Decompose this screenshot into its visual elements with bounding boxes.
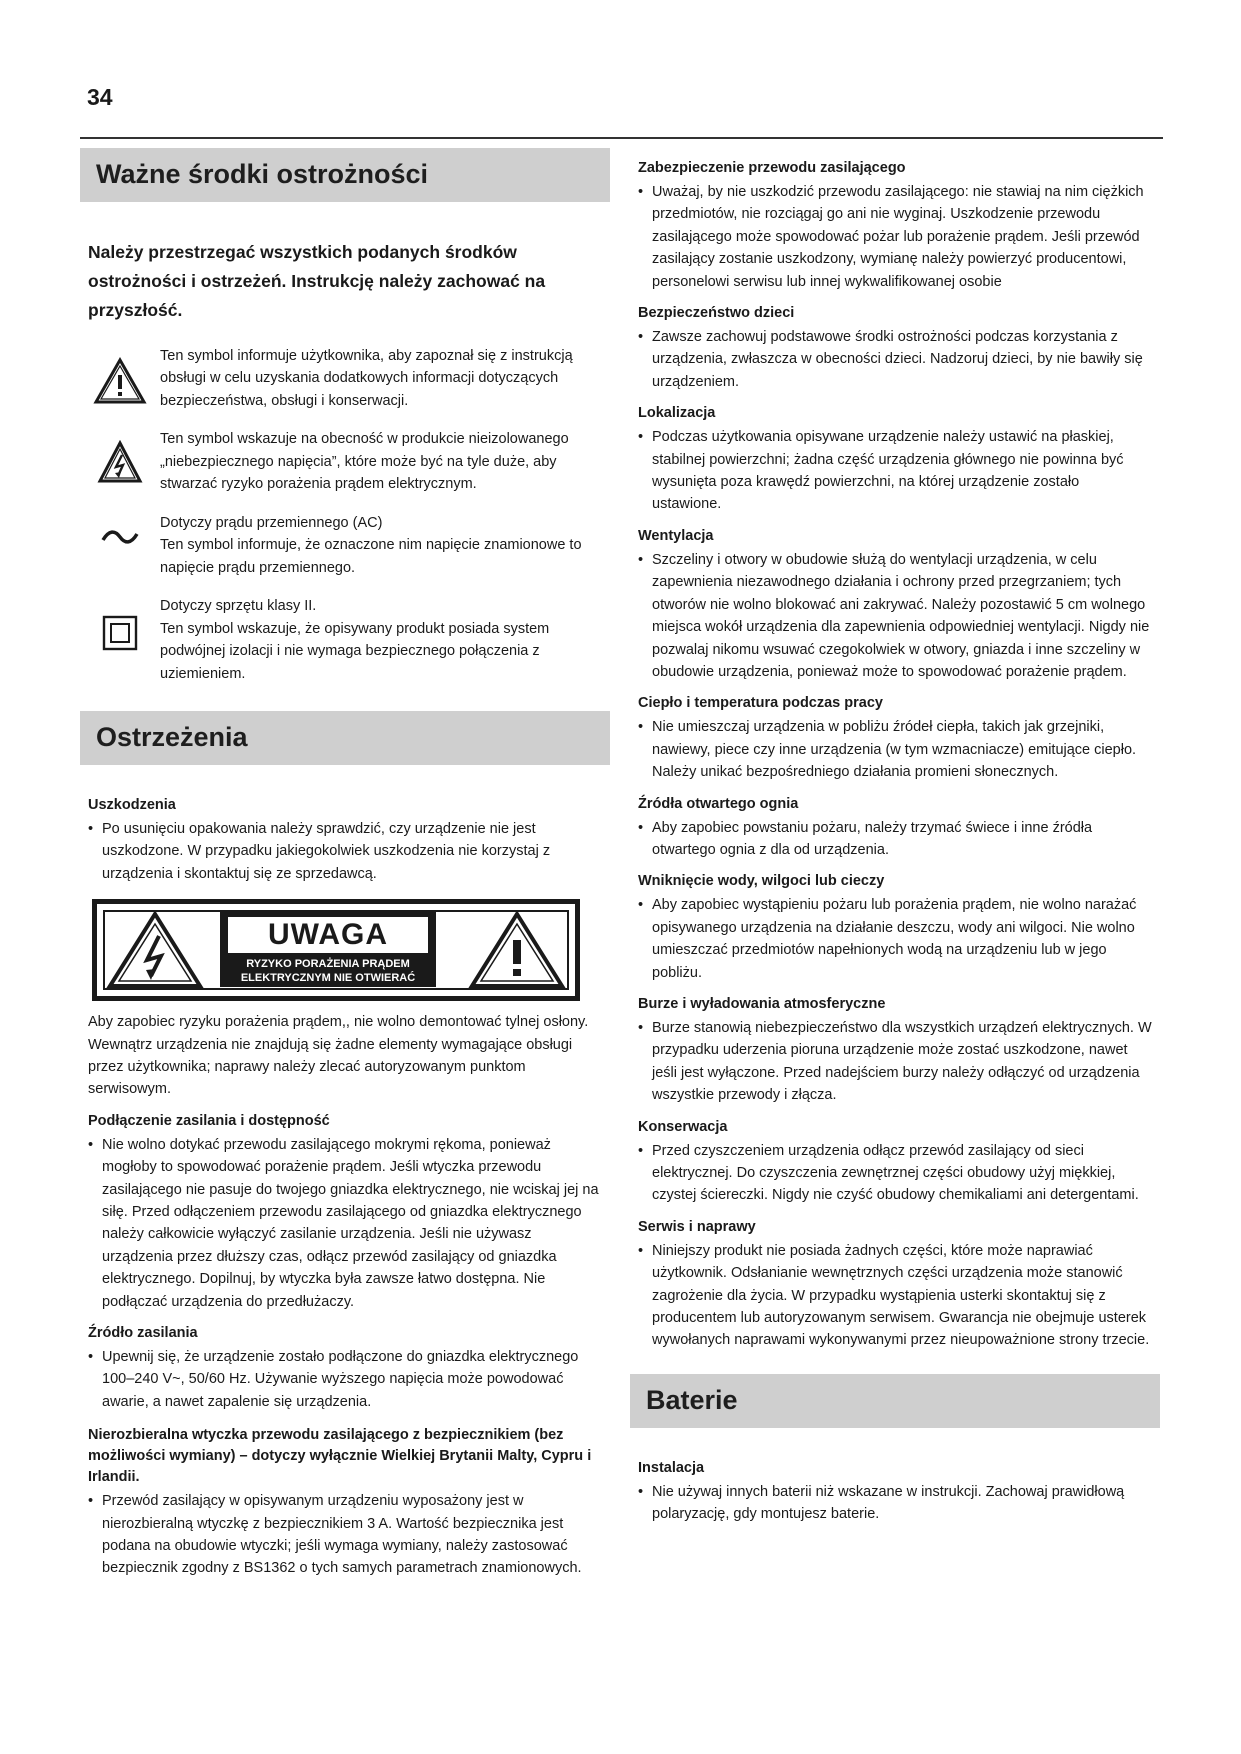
- power-source-bullet: • Upewnij się, że urządzenie zostało podłączone do gniazdka elektrycznego 100–240 V~, 50/60 Hz. Używanie wyższego napięcia może powodować awarie, a nawet zapalenie się urządzenia.: [88, 1346, 602, 1413]
- intro-text: Należy przestrzegać wszystkich podanych środków ostrożności i ostrzeżeń. Instrukcję należy zachować na przyszłość.: [88, 241, 546, 320]
- ac-tilde-icon: [80, 512, 160, 544]
- caution-label-center: [220, 911, 436, 987]
- exclamation-triangle-icon: [80, 345, 160, 405]
- symbol-row-2: [80, 428, 610, 496]
- symbol-2-text: Ten symbol wskazuje na obecność w produkcie nieizolowanego „niebezpiecznego napięcia”, które może być na tyle duże, aby stwarzać ryzyko porażenia prądem elektrycznym.: [160, 431, 569, 493]
- open-flame-heading: Źródła otwartego ognia: [638, 795, 799, 812]
- storms-bullet: • Burze stanowią niebezpieczeństwo dla wszystkich urządzeń elektrycznych. W przypadku uderzenia pioruna urządzenie może zostać uszkodzone, nawet jeśli jest wyłączone. Przed nadejściem burzy należy odłączyć od urządzenia wszystkie przewody i złącza.: [638, 1017, 1152, 1107]
- lightning-triangle-icon: [80, 428, 160, 484]
- maintenance-bullet: • Przed czyszczeniem urządzenia odłącz przewód zasilający od sieci elektrycznej. Do czyszczenia zewnętrznej części obudowy użyj miękkiej, czystej ściereczki. Nigdy nie czyść obudowy chemikaliami ani detergentami.: [638, 1140, 1152, 1207]
- power-heading: Podłączenie zasilania i dostępność: [88, 1112, 330, 1129]
- symbol-row-4: [80, 595, 610, 685]
- warnings-heading: Ostrzeżenia: [80, 711, 610, 765]
- symbol-4-line-2: Ten symbol wskazuje, że opisywany produkt posiada system podwójnej izolacji i nie wymaga bezpiecznego połączenia z uziemieniem.: [160, 620, 550, 682]
- water-heading: Wniknięcie wody, wilgoci lub cieczy: [638, 873, 885, 890]
- fused-plug-bullet: • Przewód zasilający w opisywanym urządzeniu wyposażony jest w nierozbieralną wtyczkę z bezpiecznikiem 3 A. Wartość bezpiecznika jest podana na obudowie wtyczki; jeśli wymaga wymiany, należy zastosować bezpiecznik zgodny z BS1362 o tych samych parametrach znamionowych.: [88, 1490, 602, 1580]
- symbol-3-line-2: Ten symbol informuje, że oznaczone nim napięcie znamionowe to napięcie prądu przemiennego.: [160, 537, 582, 576]
- service-heading: Serwis i naprawy: [638, 1218, 756, 1235]
- cord-protection-bullet: • Uważaj, by nie uszkodzić przewodu zasilającego: nie stawiaj na nim ciężkich przedmiotów, nie rozciągaj go ani nie wyginaj. Uszkodzenie przewodu zasilającego może spowodować pożar lub porażenie prądem. Jeśli przewód zasilający zostanie uszkodzony, wymianę należy powierzyć producentowi, personelowi serwisu lub innej wykwalifikowanej osobie: [638, 181, 1152, 293]
- installation-heading: Instalacja: [638, 1459, 705, 1476]
- location-heading: Lokalizacja: [638, 405, 716, 422]
- installation-bullet: • Nie używaj innych baterii niż wskazane w instrukcji. Zachowaj prawidłową polaryzację, gdy montujesz baterie.: [638, 1481, 1152, 1526]
- symbol-row-3: [80, 512, 610, 580]
- double-square-icon: [80, 595, 160, 651]
- ventilation-heading: Wentylacja: [638, 527, 714, 544]
- fused-plug-heading: Nierozbieralna wtyczka przewodu zasilającego z bezpiecznikiem (bez możliwości wymiany) – dotyczy wyłącznie Wielkiej Brytanii Malty, Cypru i Irlandii.: [88, 1427, 592, 1486]
- page-number: 34: [87, 84, 113, 110]
- location-bullet: • Podczas użytkowania opisywane urządzenie należy ustawić na płaskiej, stabilnej powierzchni; żadna część urządzenia głównego nie powinna być wysunięta poza krawędź powierzchni, na której urządzenie zostało ustawione.: [638, 426, 1152, 516]
- caution-subtitle-2: ELEKTRYCZNYM NIE OTWIERAĆ: [240, 972, 416, 985]
- heat-bullet: • Nie umieszczaj urządzenia w pobliżu źródeł ciepła, takich jak grzejniki, nawiewy, piece czy inne urządzenia (w tym wzmacniacze) emitujące ciepło. Należy unikać bezpośredniego działania promieni słonecznych.: [638, 716, 1152, 783]
- child-safety-bullet: • Zawsze zachowuj podstawowe środki ostrożności podczas korzystania z urządzenia, zwłaszcza w obecności dzieci. Nadzoruj dzieci, by nie bawiły się urządzeniem.: [638, 326, 1152, 393]
- open-flame-bullet: • Aby zapobiec powstaniu pożaru, należy trzymać świece i inne źródła otwartego ognia z dla od urządzenia.: [638, 817, 1152, 862]
- power-bullet: • Nie wolno dotykać przewodu zasilającego mokrymi rękoma, ponieważ mogłoby to spowodować porażenie prądem. Jeśli wtyczka przewodu zasilającego nie pasuje do twojego gniazdka elektrycznego, nie wciskaj jej na siłę. Przed odłączeniem przewodu zasilającego od gniazdka elektrycznego należy całkowicie wyłączyć zasilanie urządzenia. Jeśli nie używasz urządzenia przez dłuższy czas, odłącz przewód zasilający od gniazdka elektrycznego. Dopilnuj, by wtyczka była zawsze łatwo dostępna. Nie podłączać urządzenia do przedłużaczy.: [88, 1134, 602, 1313]
- symbol-3-line-1: Dotyczy prądu przemiennego (AC): [160, 514, 383, 531]
- power-source-heading: Źródło zasilania: [88, 1324, 198, 1341]
- left-column: [80, 148, 610, 1580]
- child-safety-heading: Bezpieczeństwo dzieci: [638, 305, 795, 322]
- exclamation-triangle-icon: [467, 910, 567, 990]
- precautions-heading: Ważne środki ostrożności: [80, 148, 610, 202]
- heat-heading: Ciepło i temperatura podczas pracy: [638, 695, 883, 712]
- lightning-triangle-icon: [105, 910, 205, 990]
- symbol-row-1: [80, 345, 610, 413]
- storms-heading: Burze i wyładowania atmosferyczne: [638, 995, 886, 1012]
- caution-subtitle-1: RYZYKO PORAŻENIA PRĄDEM: [246, 958, 410, 971]
- water-bullet: • Aby zapobiec wystąpieniu pożaru lub porażenia prądem, nie wolno narażać opisywanego urządzenia na działanie deszczu, wody ani wilgoci. Nie wolno umieszczać przedmiotów napełnionych wodą na urządzeniu lub w jego pobliżu.: [638, 894, 1152, 984]
- batteries-heading: Baterie: [630, 1374, 1160, 1428]
- symbol-1-text: Ten symbol informuje użytkownika, aby zapoznał się z instrukcją obsługi w celu uzyskania dodatkowych informacji dotyczących bezpieczeństwa, obsługi i konserwacji.: [160, 347, 573, 409]
- top-rule: [80, 137, 1163, 139]
- symbol-4-line-1: Dotyczy sprzętu klasy II.: [160, 598, 317, 615]
- caution-label: [92, 899, 580, 1001]
- caution-title: UWAGA: [228, 917, 428, 953]
- service-bullet: • Niniejszy produkt nie posiada żadnych części, które może naprawiać użytkownik. Odsłanianie wewnętrznych części urządzenia może stanowić zagrożenie dla życia. W przypadku wystąpienia usterki skontaktuj się z producentem lub autoryzowanym serwisem. Gwarancja nie obejmuje usterek wywołanych naprawami wykonywanymi przez nieupoważnione strony trzecie.: [638, 1240, 1152, 1352]
- damage-bullet: • Po usunięciu opakowania należy sprawdzić, czy urządzenie nie jest uszkodzone. W przypadku jakiegokolwiek uszkodzenia nie korzystaj z urządzenia i skontaktuj się ze sprzedawcą.: [88, 818, 602, 885]
- maintenance-heading: Konserwacja: [638, 1118, 728, 1135]
- ventilation-bullet: • Szczeliny i otwory w obudowie służą do wentylacji urządzenia, w celu zapewnienia niezawodnego działania i ochrony przed przegrzaniem; tych otworów nie wolno blokować ani zakrywać. Należy pozostawić 5 cm wolnego miejsca wokół urządzenia dla zapewnienia odpowiedniej wentylacji. Nigdy nie pozwalaj nikomu wsuwać czegokolwiek w otwory, gniazda i inne szczeliny w obudowie urządzenia, ponieważ może to spowodować porażenie prądem.: [638, 549, 1152, 683]
- damage-heading: Uszkodzenia: [88, 796, 176, 813]
- cord-protection-heading: Zabezpieczenie przewodu zasilającego: [638, 160, 906, 176]
- shock-warning-text: Aby zapobiec ryzyku porażenia prądem,, nie wolno demontować tylnej osłony. Wewnątrz urządzenia nie znajdują się żadne elementy wymagające obsługi przez użytkownika; naprawy należy zlecać autoryzowanym punktom serwisowym.: [88, 1014, 589, 1098]
- right-column: [630, 158, 1160, 1525]
